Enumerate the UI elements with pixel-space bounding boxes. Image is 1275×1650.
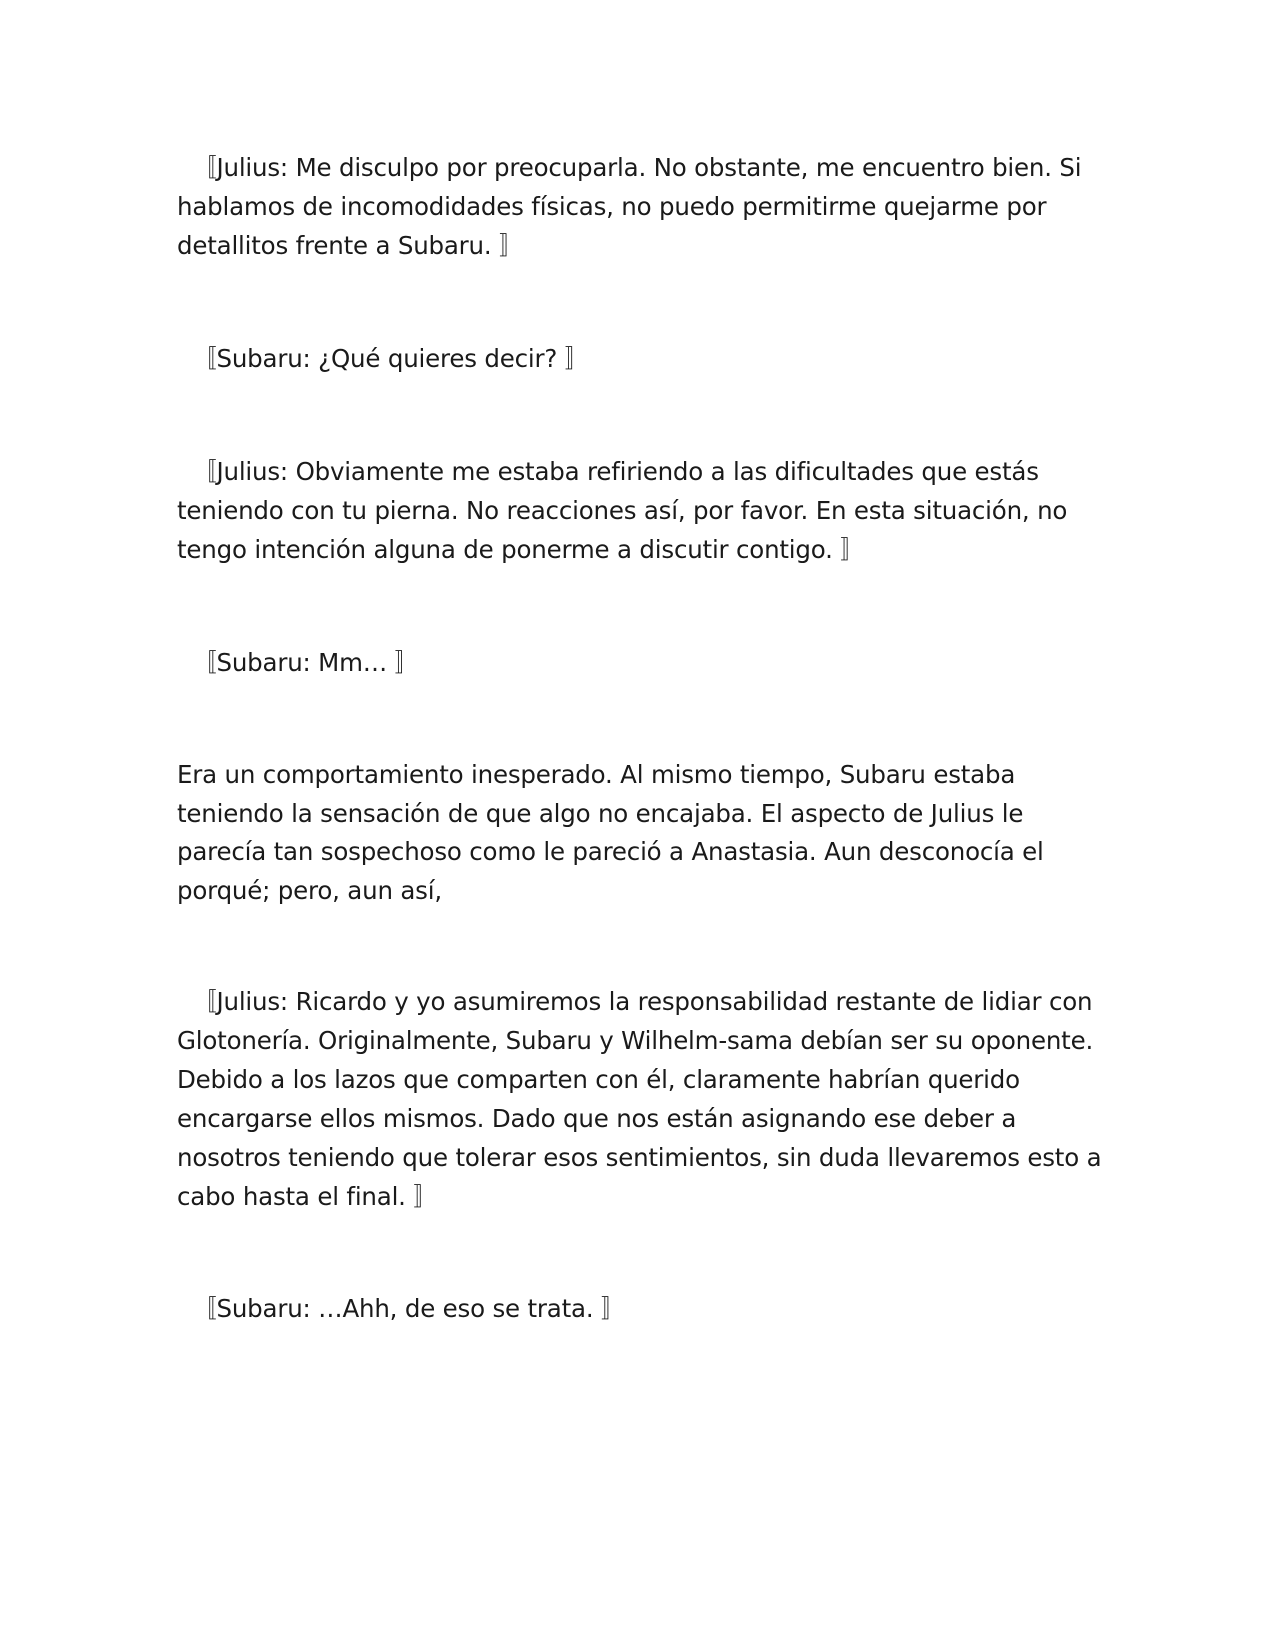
dialogue-subaru-1: 〚Subaru: ¿Qué quieres decir? 〛 (177, 344, 590, 373)
dialogue-subaru-3: 〚Subaru: …Ahh, de eso se trata. 〛 (177, 1294, 626, 1323)
dialogue-subaru-2: 〚Subaru: Mm… 〛 (177, 648, 419, 677)
dialogue-julius-2: 〚Julius: Obviamente me estaba refiriendo a las dificultades que estás teniendo con tu pierna. No reacciones así, por favor. En esta situación, no tengo intención alguna de ponerme a discutir contigo. 〛 (177, 457, 1068, 564)
dialogue-julius-3: 〚Julius: Ricardo y yo asumiremos la responsabilidad restante de lidiar con Glotonería. Originalmente, Subaru y Wilhelm-sama debían ser su oponente. Debido a los lazos que comparten con él, claramente habrían querido encargarse ellos mismos. Dado que nos están asignando ese deber a nosotros teniendo que tolerar esos sentimientos, sin duda llevaremos esto a cabo hasta el final. 〛 (177, 987, 1102, 1211)
dialogue-julius-1: 〚Julius: Me disculpo por preocuparla. No obstante, me encuentro bien. Si hablamos de incomodidades físicas, no puedo permitirme quejarme por detallitos frente a Subaru. 〛 (177, 153, 1082, 260)
narration-paragraph: Era un comportamiento inesperado. Al mismo tiempo, Subaru estaba teniendo la sensación de que algo no encajaba. El aspecto de Julius le parecía tan sospechoso como le pareció a Anastasia. Aun desconocía el porqué; pero, aun así, (177, 760, 1044, 905)
